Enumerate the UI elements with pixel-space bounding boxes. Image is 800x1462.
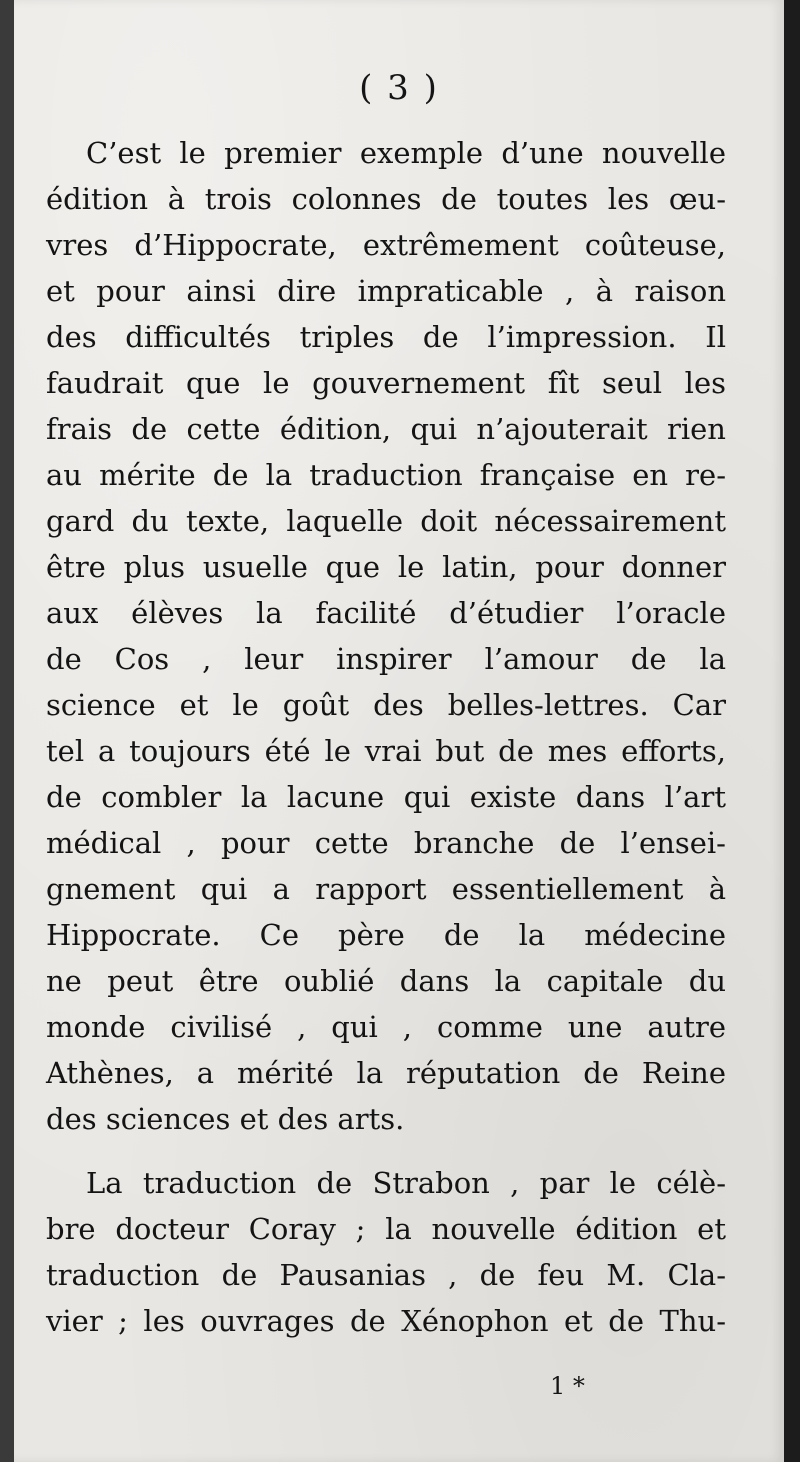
- text-line: vres d’Hippocrate, extrêmement coûteuse,: [46, 228, 726, 262]
- text-line: C’est le premier exemple d’une nouvelle: [86, 136, 726, 170]
- text-line: frais de cette édition, qui n’ajouterait rien: [46, 412, 726, 446]
- page-number: ( 3 ): [359, 68, 439, 108]
- text-line: tel a toujours été le vrai but de mes efforts,: [46, 734, 726, 768]
- scan-edge: [784, 0, 800, 1462]
- text-line: de combler la lacune qui existe dans l’art: [46, 780, 726, 814]
- text-line: Hippocrate. Ce père de la médecine: [46, 918, 726, 952]
- text-line: science et le goût des belles-lettres. Car: [46, 688, 726, 722]
- text-line: des sciences et des arts.: [46, 1102, 405, 1136]
- book-page: [14, 0, 784, 1462]
- text-line: médical , pour cette branche de l’ensei-: [46, 826, 726, 860]
- text-line: ne peut être oublié dans la capitale du: [46, 964, 726, 998]
- text-line: être plus usuelle que le latin, pour donner: [46, 550, 726, 584]
- text-line: faudrait que le gouvernement fît seul les: [46, 366, 726, 400]
- text-line: gard du texte, laquelle doit nécessairement: [46, 504, 726, 538]
- text-line: bre docteur Coray ; la nouvelle édition et: [46, 1212, 726, 1246]
- paragraph-gap: [46, 1142, 726, 1160]
- text-line: traduction de Pausanias , de feu M. Cla-: [46, 1258, 726, 1292]
- text-line: Athènes, a mérité la réputation de Reine: [46, 1056, 726, 1090]
- signature-mark: 1 *: [550, 1372, 585, 1400]
- text-line: La traduction de Strabon , par le célè-: [86, 1166, 726, 1200]
- text-line: de Cos , leur inspirer l’amour de la: [46, 642, 726, 676]
- text-line: gnement qui a rapport essentiellement à: [46, 872, 726, 906]
- text-line: et pour ainsi dire impraticable , à raison: [46, 274, 726, 308]
- body-text: [46, 130, 726, 1344]
- text-line: des difficultés triples de l’impression. Il: [46, 320, 726, 354]
- text-line: vier ; les ouvrages de Xénophon et de Thu-: [46, 1304, 726, 1338]
- text-line: au mérite de la traduction française en re-: [46, 458, 726, 492]
- text-line: monde civilisé , qui , comme une autre: [46, 1010, 726, 1044]
- text-line: édition à trois colonnes de toutes les œu-: [46, 182, 726, 216]
- text-line: aux élèves la facilité d’étudier l’oracle: [46, 596, 726, 630]
- paragraph-2: [46, 1160, 726, 1344]
- paragraph-1: [46, 130, 726, 1142]
